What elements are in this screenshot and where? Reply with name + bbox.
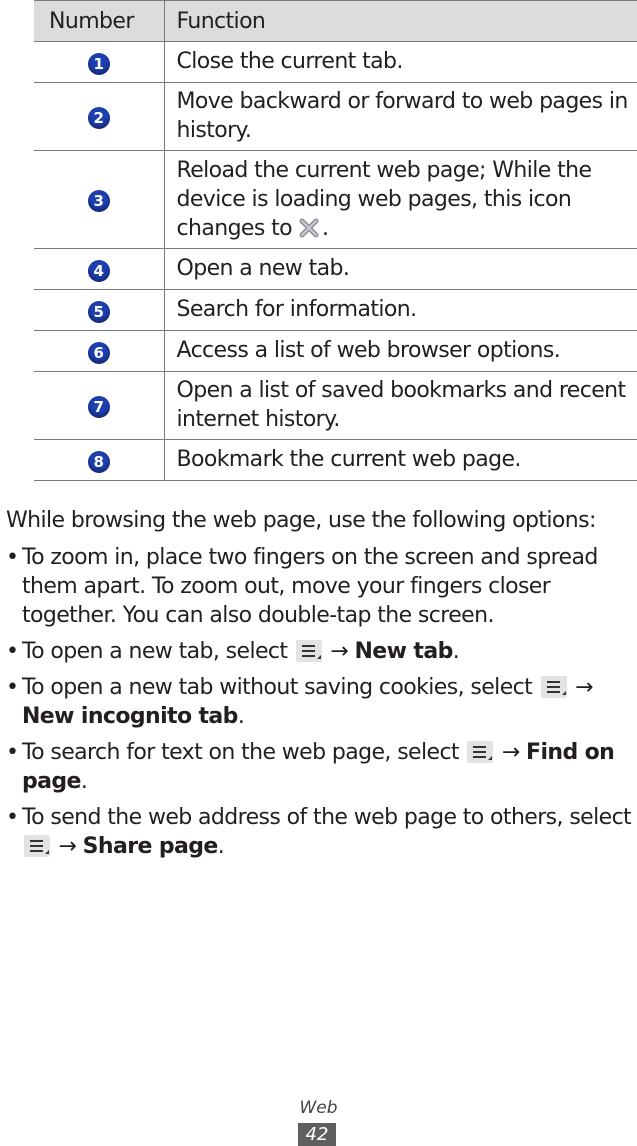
row-text: Bookmark the current web page. (164, 440, 637, 481)
list-item-text: To zoom in, place two fingers on the screen and spread them apart. To zoom out, move your fingers closer together. You can also double-tap the screen. (22, 545, 598, 628)
row-text: Close the current tab. (164, 42, 637, 83)
section-label: Web (299, 1098, 338, 1118)
table-row (34, 331, 637, 372)
bullet: • (6, 805, 19, 830)
list-item (0, 543, 637, 630)
bullet: • (6, 740, 19, 765)
option-name: Share page (82, 834, 218, 859)
intro-text: While browsing the web page, use the following options: (6, 508, 596, 533)
table-row (34, 83, 637, 151)
number-badge-icon: 6 (88, 342, 110, 364)
functions-table (34, 0, 637, 481)
menu-icon (296, 640, 322, 662)
table-row (34, 249, 637, 290)
list-item (0, 803, 637, 861)
list-item-text: To open a new tab, select (22, 639, 288, 664)
number-badge-icon: 2 (88, 107, 110, 129)
number-badge-icon: 8 (88, 451, 110, 473)
row-text-suffix: . (322, 215, 329, 241)
table-row (34, 440, 637, 481)
table-row (34, 42, 637, 83)
table-row (34, 290, 637, 331)
list-item (0, 637, 637, 666)
number-badge-icon: 7 (88, 396, 110, 418)
instructions (0, 506, 637, 868)
header-function: Function (164, 1, 637, 42)
row-text: Open a new tab. (164, 249, 637, 290)
menu-icon (24, 835, 50, 857)
list-item-text: To send the web address of the web page to others, select (22, 805, 632, 830)
row-text: Move backward or forward to web pages in history. (164, 83, 637, 151)
punctuation: . (452, 639, 460, 664)
punctuation: . (217, 834, 225, 859)
close-x-icon (296, 217, 322, 239)
row-text: Search for information. (164, 290, 637, 331)
options-list (0, 543, 637, 861)
list-item-text: To search for text on the web page, select (22, 740, 459, 765)
bullet: • (6, 639, 19, 664)
row-text-with-icon (164, 151, 637, 249)
number-badge-icon: 3 (88, 190, 110, 212)
arrow: → (330, 639, 349, 664)
list-item-text: To open a new tab without saving cookies, select (22, 675, 533, 700)
table-row (34, 151, 637, 249)
number-badge-icon: 5 (88, 301, 110, 323)
bullet: • (6, 675, 19, 700)
arrow: → (501, 740, 520, 765)
option-name: New tab (354, 639, 453, 664)
list-item (0, 738, 637, 796)
option-name: New incognito tab (22, 704, 238, 729)
punctuation: . (237, 704, 245, 729)
arrow: → (574, 675, 593, 700)
row-text: Reload the current web page; While the device is loading web pages, this icon changes to (176, 157, 592, 241)
header-number: Number (34, 1, 164, 42)
number-badge-icon: 4 (88, 260, 110, 282)
punctuation: . (80, 769, 88, 794)
menu-icon (467, 741, 493, 763)
page-number: 42 (298, 1123, 336, 1146)
option-name: Find on page (22, 740, 615, 794)
bullet: • (6, 545, 19, 570)
number-badge-icon: 1 (88, 53, 110, 75)
row-text: Open a list of saved bookmarks and recent internet history. (164, 372, 637, 440)
menu-icon (541, 676, 567, 698)
list-item (0, 673, 637, 731)
table-row (34, 372, 637, 440)
arrow: → (58, 834, 77, 859)
row-text: Access a list of web browser options. (164, 331, 637, 372)
table-header-row (34, 1, 637, 42)
